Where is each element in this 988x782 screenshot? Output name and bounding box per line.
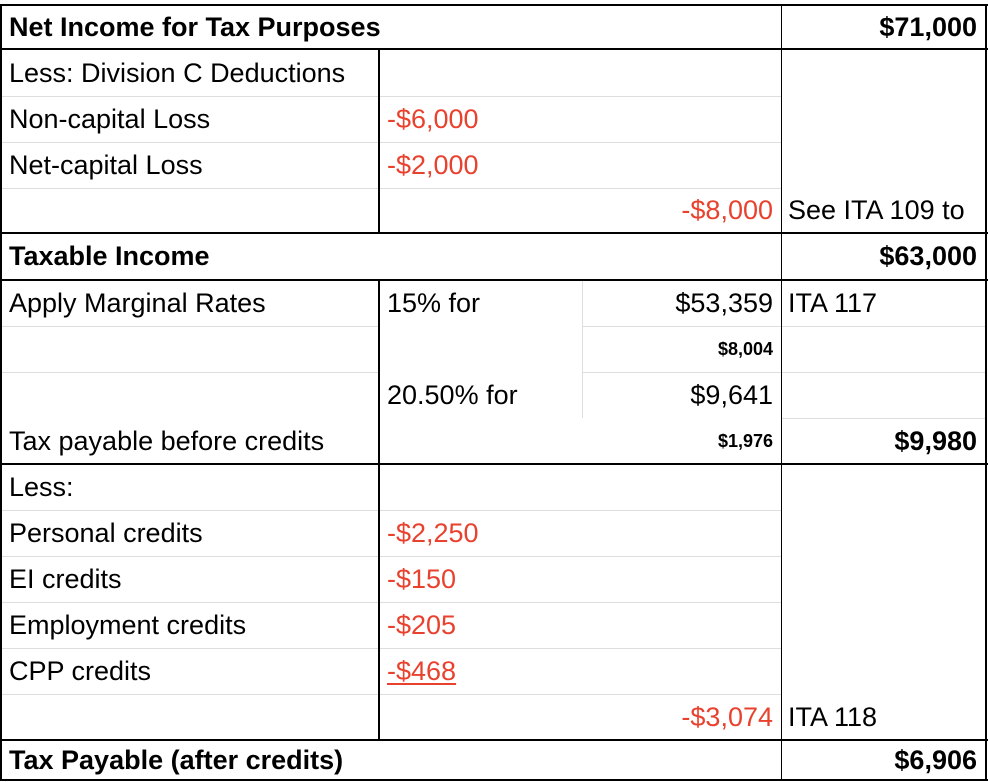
credits-total: -$3,074: [681, 701, 773, 732]
less-division-c-label: Less: Division C Deductions: [9, 57, 346, 88]
ita-117-note: ITA 117: [788, 288, 878, 318]
border: [781, 4, 782, 781]
tax-at-15-amount: $8,004: [717, 339, 773, 359]
net-capital-loss-amount: -$2,000: [387, 149, 479, 180]
gridline: [0, 372, 380, 373]
tax-at-2050-amount: $1,976: [717, 430, 773, 451]
rate-15-label: 15% for: [387, 288, 481, 318]
rate-2050-base: $9,641: [690, 380, 773, 410]
cpp-credits-amount-text: -$468: [387, 656, 457, 686]
tax-payable-total: $6,906: [894, 744, 977, 775]
marginal-rates-label: Apply Marginal Rates: [9, 288, 266, 318]
gridline: [782, 372, 986, 373]
deductions-note: See ITA 109 to: [788, 194, 965, 225]
cpp-credits-label: CPP credits: [9, 656, 152, 686]
rate-2050-label: 20.50% for: [387, 380, 518, 410]
non-capital-loss-label: Non-capital Loss: [9, 103, 211, 134]
gridline: [782, 326, 986, 327]
employment-credits-amount: -$205: [387, 610, 457, 640]
border: [0, 779, 988, 781]
net-income-total: $71,000: [879, 11, 977, 42]
less-credits-label: Less:: [9, 472, 74, 502]
gridline: [0, 326, 380, 327]
personal-credits-label: Personal credits: [9, 518, 203, 548]
tax-payable-label: Tax Payable (after credits): [9, 744, 344, 775]
cpp-credits-amount: [380, 649, 780, 694]
net-income-label: Net Income for Tax Purposes: [9, 11, 381, 42]
personal-credits-amount: -$2,250: [387, 518, 479, 548]
gridline: [0, 694, 380, 695]
ei-credits-amount: -$150: [387, 564, 457, 594]
border: [985, 4, 987, 781]
tax-before-credits-label: Tax payable before credits: [9, 425, 325, 456]
taxable-income-label: Taxable Income: [9, 241, 210, 271]
employment-credits-label: Employment credits: [9, 610, 247, 640]
gridline: [0, 188, 380, 189]
ita-118-note: ITA 118: [788, 701, 878, 732]
deductions-total: -$8,000: [681, 194, 773, 225]
rate-15-base: $53,359: [675, 288, 773, 318]
net-capital-loss-label: Net-capital Loss: [9, 149, 203, 180]
ei-credits-label: EI credits: [9, 564, 122, 594]
non-capital-loss-amount: -$6,000: [387, 103, 479, 134]
tax-before-credits-total: $9,980: [894, 425, 977, 456]
taxable-income-total: $63,000: [879, 241, 977, 271]
